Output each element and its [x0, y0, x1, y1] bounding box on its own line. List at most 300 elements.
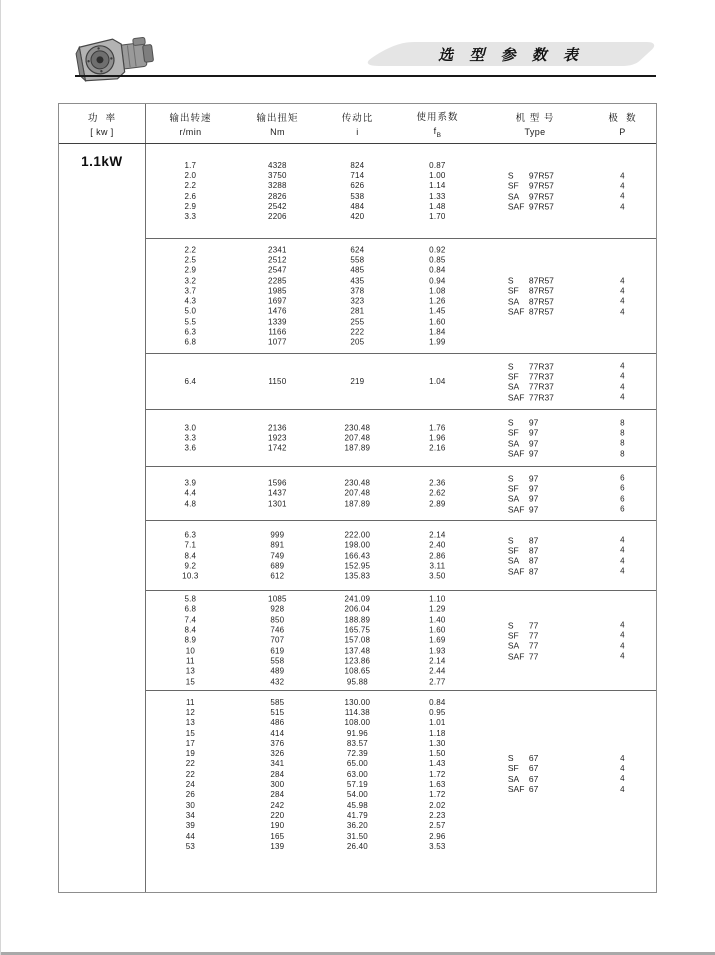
type-label [480, 428, 590, 438]
table-row [146, 275, 480, 285]
pole-value: 4 [620, 753, 625, 763]
cell-output-torque: 619 [270, 646, 285, 656]
type-row [480, 306, 655, 316]
type-rows [480, 753, 655, 794]
cell-output-speed: 5.0 [184, 306, 197, 316]
type-prefix: SA [507, 493, 520, 504]
type-row [480, 428, 655, 438]
type-label [480, 630, 590, 640]
cell-output-speed: 15 [185, 677, 196, 687]
type-rows [480, 275, 655, 316]
type-row [480, 170, 655, 180]
cell-service-factor: 3.53 [429, 841, 446, 851]
type-model: 97 [528, 483, 539, 494]
cell-output-torque: 242 [270, 800, 285, 810]
cell-service-factor: 2.23 [429, 810, 446, 820]
type-row [480, 630, 655, 640]
cell-service-factor: 1.14 [429, 181, 446, 191]
type-model: 97 [528, 427, 539, 438]
type-row [480, 191, 655, 201]
cell-output-torque: 165 [270, 831, 285, 841]
cell-output-speed: 4.3 [184, 296, 197, 306]
cell-output-speed: 2.5 [184, 255, 197, 265]
pole-value: 4 [620, 276, 625, 286]
type-prefix: SF [507, 180, 519, 191]
cell-output-speed: 4.4 [184, 488, 197, 498]
cell-output-speed: 30 [185, 800, 196, 810]
cell-output-torque: 1923 [268, 433, 287, 443]
cell-service-factor: 1.18 [429, 728, 446, 738]
table-section-8 [146, 690, 656, 892]
table-row [146, 191, 480, 201]
cell-output-torque: 414 [270, 728, 285, 738]
data-rows [146, 423, 480, 454]
cell-output-speed: 24 [185, 780, 196, 790]
table-row [146, 265, 480, 275]
cell-output-torque: 220 [270, 810, 285, 820]
cell-output-speed: 11 [186, 697, 195, 707]
cell-ratio: 378 [350, 286, 365, 296]
cell-output-speed: 6.3 [184, 530, 197, 540]
table-row [146, 212, 480, 222]
cell-output-speed: 6.4 [184, 376, 197, 386]
cell-output-speed: 8.4 [184, 625, 197, 635]
type-model: 77R37 [528, 371, 554, 382]
cell-output-speed: 3.3 [184, 433, 197, 443]
type-prefix: S [507, 361, 514, 372]
type-row [480, 774, 655, 784]
type-prefix: SF [507, 630, 519, 641]
cell-output-speed: 7.1 [184, 540, 197, 550]
cell-output-torque: 284 [270, 790, 285, 800]
type-model: 97 [528, 493, 539, 504]
type-label [480, 473, 590, 483]
cell-output-speed: 34 [185, 810, 196, 820]
table-row [146, 561, 480, 571]
cell-output-torque: 489 [270, 666, 285, 676]
cell-output-speed: 22 [185, 759, 196, 769]
pole-value: 4 [620, 620, 625, 630]
cell-output-torque: 300 [270, 780, 285, 790]
pole-value: 4 [620, 392, 625, 402]
cell-service-factor: 0.85 [429, 255, 446, 265]
type-model: 67 [528, 763, 539, 774]
pole-value: 4 [620, 181, 625, 191]
cell-service-factor: 1.70 [429, 212, 446, 222]
type-label [480, 371, 590, 381]
cell-ratio: 108.65 [344, 666, 371, 676]
cell-service-factor: 1.72 [429, 769, 446, 779]
type-row [480, 784, 655, 794]
type-label [480, 286, 590, 296]
header-rule [75, 75, 656, 77]
table-row [146, 748, 480, 758]
cell-output-speed: 53 [185, 841, 196, 851]
cell-ratio: 31.50 [346, 831, 368, 841]
table-section-4 [146, 409, 656, 466]
cell-output-torque: 1166 [268, 327, 287, 337]
cell-output-speed: 4.8 [184, 499, 197, 509]
type-label [480, 494, 590, 504]
type-prefix: SF [507, 763, 519, 774]
type-label [480, 535, 590, 545]
pole-value: 4 [620, 201, 625, 211]
table-row [146, 181, 480, 191]
cell-service-factor: 2.77 [429, 677, 446, 687]
type-rows [480, 361, 655, 402]
type-label [480, 483, 590, 493]
table-row [146, 296, 480, 306]
header-output-torque: 输出扭矩 Nm [256, 113, 299, 137]
type-row [480, 201, 655, 211]
type-model: 97R57 [528, 170, 554, 181]
cell-output-speed: 6.8 [184, 605, 197, 615]
type-row [480, 371, 655, 381]
cell-ratio: 135.83 [344, 571, 371, 581]
cell-output-torque: 139 [270, 841, 285, 851]
cell-output-torque: 1596 [268, 478, 287, 488]
type-prefix: S [507, 170, 514, 181]
table-row [146, 810, 480, 820]
cell-ratio: 558 [350, 255, 365, 265]
cell-output-torque: 999 [270, 530, 285, 540]
table-row [146, 201, 480, 211]
cell-ratio: 114.38 [344, 707, 370, 717]
cell-ratio: 255 [350, 317, 365, 327]
cell-output-speed: 3.0 [184, 423, 197, 433]
type-label [480, 753, 590, 763]
cell-service-factor: 1.08 [429, 286, 446, 296]
pole-value: 6 [620, 504, 625, 514]
table-row [146, 327, 480, 337]
type-label [480, 448, 590, 458]
cell-output-speed: 6.8 [184, 337, 197, 347]
table-row [146, 170, 480, 180]
type-label [480, 382, 590, 392]
data-rows [146, 478, 480, 509]
cell-ratio: 420 [350, 212, 365, 222]
cell-output-speed: 7.4 [184, 615, 197, 625]
cell-service-factor: 2.36 [429, 478, 446, 488]
table-row [146, 625, 480, 635]
type-row [480, 483, 655, 493]
type-row [480, 641, 655, 651]
cell-ratio: 65.00 [346, 759, 368, 769]
type-label [480, 545, 590, 555]
cell-output-torque: 341 [270, 759, 285, 769]
type-label [480, 201, 590, 211]
pole-value: 4 [620, 306, 625, 316]
type-row [480, 382, 655, 392]
cell-ratio: 57.19 [346, 780, 368, 790]
data-rows [146, 697, 480, 851]
cell-service-factor: 1.29 [429, 605, 446, 615]
table-row [146, 779, 480, 789]
cell-service-factor: 1.43 [429, 759, 446, 769]
type-label [480, 392, 590, 402]
cell-output-torque: 1301 [268, 499, 287, 509]
table-section-6 [146, 520, 656, 590]
type-label [480, 276, 590, 286]
table-row [146, 707, 480, 717]
cell-ratio: 187.89 [344, 443, 371, 453]
cell-service-factor: 1.93 [429, 646, 446, 656]
cell-output-speed: 3.9 [184, 478, 197, 488]
cell-service-factor: 2.14 [429, 656, 446, 666]
type-prefix: SF [507, 285, 519, 296]
cell-ratio: 137.48 [344, 646, 371, 656]
cell-output-speed: 3.6 [184, 443, 197, 453]
table-row [146, 759, 480, 769]
cell-ratio: 538 [350, 191, 365, 201]
cell-output-torque: 2826 [268, 191, 287, 201]
type-model: 87R57 [528, 296, 554, 307]
pole-value: 4 [620, 641, 625, 651]
table-section-1 [146, 144, 656, 238]
type-label [480, 620, 590, 630]
cell-ratio: 435 [350, 276, 365, 286]
cell-ratio: 63.00 [346, 769, 368, 779]
cell-service-factor: 1.01 [429, 718, 446, 728]
cell-ratio: 281 [350, 306, 365, 316]
type-prefix: SAF [507, 448, 525, 459]
type-row [480, 286, 655, 296]
type-model: 77R37 [528, 361, 554, 372]
cell-output-torque: 1085 [268, 594, 287, 604]
table-row [146, 443, 480, 453]
title-banner [363, 41, 655, 68]
cell-output-torque: 1985 [268, 286, 287, 296]
type-label [480, 566, 590, 576]
cell-ratio: 484 [350, 201, 365, 211]
type-model: 97R57 [528, 201, 554, 212]
type-label [480, 296, 590, 306]
pole-value: 6 [620, 494, 625, 504]
cell-service-factor: 2.62 [429, 488, 446, 498]
cell-service-factor: 1.30 [429, 738, 446, 748]
cell-service-factor: 1.33 [429, 191, 446, 201]
cell-output-torque: 2542 [268, 201, 287, 211]
cell-output-speed: 5.8 [184, 594, 197, 604]
header-output-speed: 输出转速 r/min [169, 113, 212, 137]
type-label [480, 504, 590, 514]
cell-ratio: 108.00 [344, 718, 371, 728]
cell-ratio: 91.96 [346, 728, 368, 738]
type-row [480, 494, 655, 504]
type-row [480, 392, 655, 402]
cell-ratio: 485 [350, 265, 365, 275]
cell-output-speed: 19 [185, 749, 196, 759]
cell-output-torque: 585 [270, 697, 285, 707]
table-row [146, 550, 480, 560]
cell-ratio: 152.95 [344, 561, 371, 571]
type-prefix: S [507, 275, 514, 286]
cell-service-factor: 2.86 [429, 550, 446, 560]
type-model: 87R57 [528, 306, 554, 317]
pole-value: 8 [620, 428, 625, 438]
cell-output-speed: 8.9 [184, 635, 197, 645]
pole-value: 4 [620, 651, 625, 661]
pole-value: 4 [620, 286, 625, 296]
cell-output-speed: 6.3 [184, 327, 197, 337]
cell-output-torque: 689 [270, 561, 285, 571]
cell-output-torque: 515 [270, 707, 285, 717]
type-model: 97 [528, 417, 539, 428]
table-row [146, 160, 480, 170]
cell-output-torque: 891 [270, 540, 285, 550]
type-model: 87 [528, 535, 539, 546]
cell-output-torque: 1742 [268, 443, 287, 453]
type-model: 77 [528, 630, 539, 641]
type-model: 67 [528, 784, 539, 795]
cell-ratio: 219 [350, 376, 365, 386]
selection-table [58, 103, 657, 893]
cell-ratio: 222 [350, 327, 365, 337]
type-model: 87R57 [528, 275, 554, 286]
type-rows [480, 417, 655, 458]
table-row [146, 656, 480, 666]
cell-ratio: 41.79 [346, 810, 368, 820]
type-rows [480, 535, 655, 576]
cell-output-torque: 928 [270, 605, 285, 615]
cell-ratio: 230.48 [344, 478, 371, 488]
type-rows [480, 473, 655, 514]
cell-service-factor: 3.11 [429, 561, 446, 571]
type-model: 77 [528, 650, 539, 661]
cell-output-speed: 39 [185, 821, 196, 831]
cell-output-speed: 13 [185, 718, 196, 728]
cell-output-torque: 749 [270, 550, 285, 560]
cell-ratio: 206.04 [344, 605, 371, 615]
type-row [480, 620, 655, 630]
cell-ratio: 26.40 [346, 841, 368, 851]
data-rows [146, 160, 480, 222]
cell-output-speed: 5.5 [184, 317, 197, 327]
pole-value: 8 [620, 448, 625, 458]
table-row [146, 317, 480, 327]
cell-service-factor: 0.92 [429, 245, 446, 255]
type-prefix: SAF [507, 391, 525, 402]
cell-service-factor: 3.50 [429, 571, 446, 581]
type-label [480, 651, 590, 661]
type-model: 97R57 [528, 191, 554, 202]
type-label [480, 438, 590, 448]
cell-service-factor: 1.99 [429, 337, 446, 347]
cell-ratio: 36.20 [346, 821, 368, 831]
type-prefix: S [507, 753, 514, 764]
cell-service-factor: 1.60 [429, 317, 446, 327]
table-row [146, 697, 480, 707]
header-poles: 极 数 P [608, 113, 637, 137]
cell-ratio: 130.00 [344, 697, 371, 707]
type-row [480, 275, 655, 285]
cell-output-speed: 3.3 [184, 212, 197, 222]
cell-output-speed: 1.7 [184, 160, 197, 170]
cell-ratio: 157.08 [344, 635, 371, 645]
cell-output-torque: 850 [270, 615, 285, 625]
table-row [146, 635, 480, 645]
header-power: 功 率 [ kw ] [59, 104, 146, 143]
cell-service-factor: 1.45 [429, 306, 446, 316]
pole-value: 4 [620, 566, 625, 576]
type-row [480, 361, 655, 371]
type-prefix: S [507, 620, 514, 631]
cell-output-speed: 3.2 [184, 276, 197, 286]
type-prefix: SA [507, 296, 520, 307]
type-row [480, 535, 655, 545]
cell-service-factor: 1.63 [429, 780, 446, 790]
type-model: 97 [528, 438, 539, 449]
cell-output-speed: 10.3 [182, 571, 199, 581]
table-row [146, 478, 480, 488]
cell-service-factor: 1.10 [429, 594, 446, 604]
cell-service-factor: 0.84 [429, 697, 446, 707]
cell-ratio: 624 [350, 245, 365, 255]
cell-output-speed: 12 [185, 707, 196, 717]
table-row [146, 821, 480, 831]
pole-value: 4 [620, 784, 625, 794]
table-row [146, 841, 480, 851]
table-row [146, 286, 480, 296]
cell-output-torque: 1697 [268, 296, 287, 306]
type-row [480, 448, 655, 458]
cell-output-speed: 2.2 [184, 245, 197, 255]
type-prefix: SF [507, 427, 519, 438]
cell-service-factor: 1.04 [429, 376, 446, 386]
cell-service-factor: 1.48 [429, 201, 446, 211]
cell-output-torque: 2136 [268, 423, 287, 433]
table-row [146, 831, 480, 841]
cell-ratio: 230.48 [344, 423, 371, 433]
cell-ratio: 241.09 [344, 594, 371, 604]
type-model: 87 [528, 565, 539, 576]
cell-ratio: 165.75 [344, 625, 371, 635]
type-model: 77R37 [528, 391, 554, 402]
cell-output-torque: 2206 [268, 212, 287, 222]
pole-value: 6 [620, 473, 625, 483]
type-prefix: S [507, 417, 514, 428]
table-row [146, 433, 480, 443]
cell-output-torque: 558 [270, 656, 285, 666]
header-type: 机 型 号 Type [515, 113, 555, 137]
table-row [146, 376, 480, 386]
cell-output-torque: 4328 [268, 160, 287, 170]
type-label [480, 556, 590, 566]
type-label [480, 418, 590, 428]
type-label [480, 763, 590, 773]
table-row [146, 571, 480, 581]
table-row [146, 423, 480, 433]
type-prefix: SF [507, 371, 519, 382]
type-prefix: SAF [507, 784, 525, 795]
table-row [146, 718, 480, 728]
cell-output-speed: 9.2 [184, 561, 197, 571]
cell-ratio: 166.43 [344, 550, 371, 560]
cell-service-factor: 2.96 [429, 831, 446, 841]
table-row [146, 769, 480, 779]
cell-output-speed: 2.6 [184, 191, 197, 201]
power-column [59, 144, 146, 892]
data-rows [146, 594, 480, 687]
cell-output-torque: 1339 [268, 317, 287, 327]
type-label [480, 191, 590, 201]
type-model: 67 [528, 753, 539, 764]
cell-ratio: 207.48 [344, 488, 371, 498]
type-prefix: SAF [507, 650, 525, 661]
cell-service-factor: 1.96 [429, 433, 446, 443]
cell-output-torque: 1476 [268, 306, 287, 316]
pole-value: 4 [620, 535, 625, 545]
